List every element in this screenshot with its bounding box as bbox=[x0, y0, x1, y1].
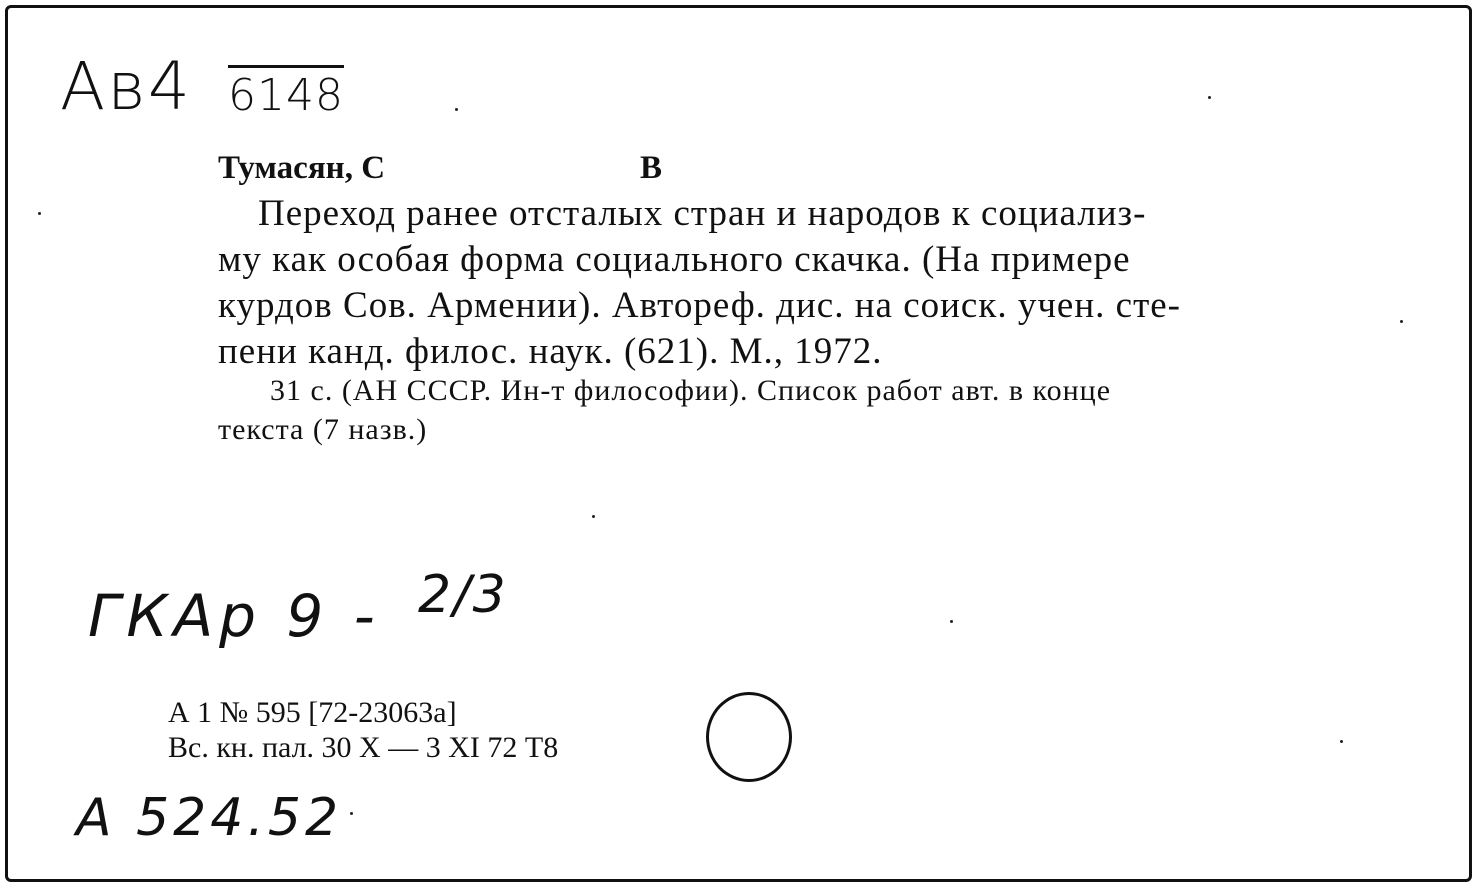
scan-speck bbox=[350, 812, 353, 815]
author-name: Тумасян, С bbox=[218, 150, 386, 186]
title-line-2: му как особая форма социального скачка. (На примере bbox=[218, 239, 1131, 280]
accession-line-1: А 1 № 595 [72-23063а] bbox=[168, 696, 457, 729]
scan-speck bbox=[1208, 96, 1211, 99]
handwritten-number: А 524.52 bbox=[76, 788, 343, 848]
accession-line-2: Вс. кн. пал. 30 X — 3 XI 72 Т8 bbox=[168, 731, 559, 764]
title-line-4: пени канд. филос. наук. (621). М., 1972. bbox=[218, 331, 883, 372]
stamp-circle bbox=[706, 692, 792, 782]
note-line-1: 31 с. (АН СССР. Ин-т философии). Список работ авт. в конце bbox=[270, 374, 1112, 407]
title-line-3: курдов Сов. Армении). Автореф. дис. на соиск. учен. сте- bbox=[218, 285, 1181, 326]
scan-speck bbox=[1340, 740, 1343, 743]
scan-speck bbox=[455, 108, 458, 111]
author-letter: В bbox=[640, 150, 663, 186]
scan-speck bbox=[592, 515, 595, 518]
note-line-2: текста (7 назв.) bbox=[218, 413, 428, 446]
handwritten-code: ГКАр 9 - bbox=[88, 582, 381, 650]
scan-speck bbox=[1400, 320, 1403, 323]
handwritten-fraction: 2/3 bbox=[418, 565, 508, 625]
title-line-1: Переход ранее отсталых стран и народов к социализ- bbox=[258, 193, 1147, 234]
scan-speck bbox=[38, 212, 41, 215]
shelfmark: Ав4 bbox=[60, 48, 192, 125]
shelfmark-number: 6148 bbox=[228, 65, 344, 121]
scan-speck bbox=[950, 620, 953, 623]
